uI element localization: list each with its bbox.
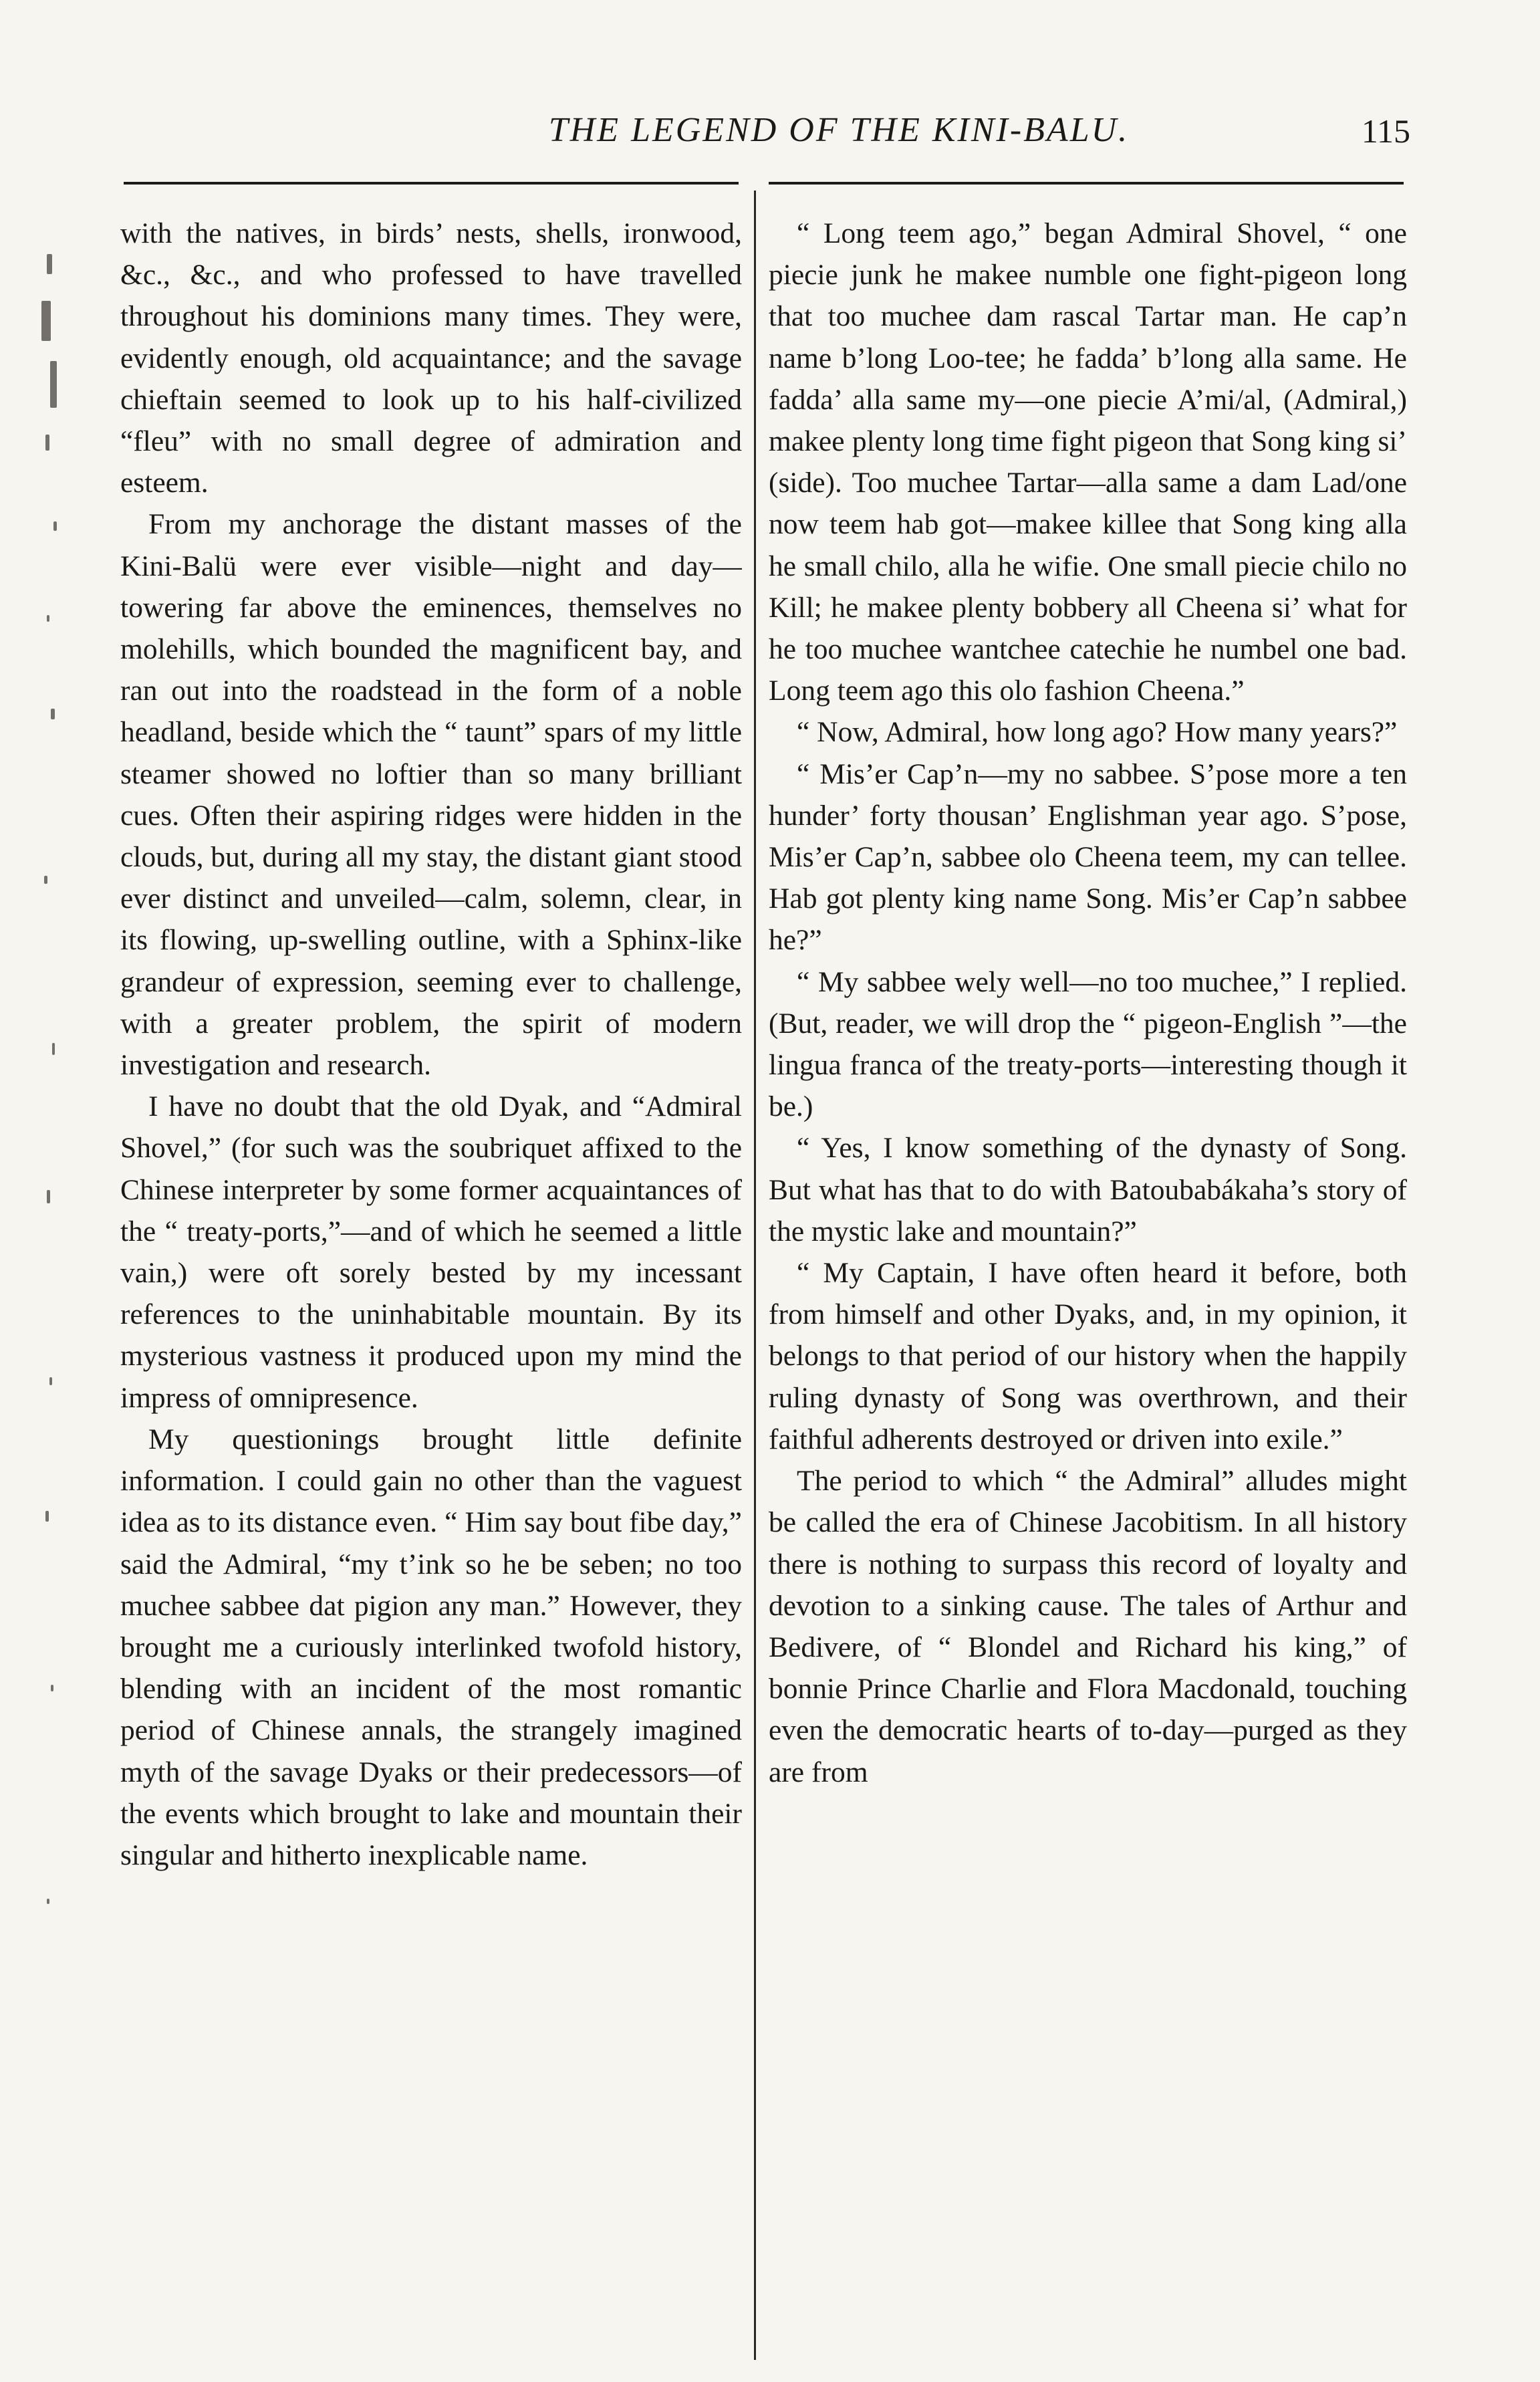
right-column (769, 213, 1407, 2359)
margin-print-specks (27, 241, 74, 2179)
left-paragraph-4: My questionings brought little definite information. I could gain no other than the vaguest idea as to its distance even. “ Him say bout fibe day,” said the Admiral, “my t’ink so he be seben; no too muchee sabbee dat pigion any man.” However, they brought me a curiously interlinked twofold history, blending with an incident of the most romantic period of Chinese annals, the strangely imagined myth of the savage Dyaks or their predecessors—of the events which brought to lake and mountain their singular and hitherto inexplicable name. (120, 1423, 742, 1871)
header-rule-left (124, 182, 739, 185)
right-paragraph-1: “ Long teem ago,” began Admiral Shovel, “ one piecie junk he makee numble one fight-pigeon long that too muchee dam rascal Tartar man. He cap’n name b’long Loo-tee; he fadda’ b’long alla same. He fadda’ alla same my—one piecie A’mi/al, (Admiral,) makee plenty long time fight pigeon that Song king si’ (side). Too muchee Tartar—alla same a dam Lad/one now teem hab got—makee killee that Song king alla he small chilo, alla he wifie. One small piecie chilo no Kill; he makee plenty bobbery all Cheena si’ what for he too muchee wantchee catechie he numbel one bad. Long teem ago this olo fashion Cheena.” (769, 217, 1407, 707)
left-paragraph-2: From my anchorage the distant masses of the Kini-Balü were ever visible—night and day—towering far above the eminences, themselves no molehills, which bounded the magnificent bay, and ran out into the roadstead in the form of a noble headland, beside which the “ taunt” spars of my little steamer showed no loftier than so many brilliant cues. Often their aspiring ridges were hidden in the clouds, but, during all my stay, the distant giant stood ever distinct and unveiled—calm, solemn, clear, in its flowing, up-swelling outline, with a Sphinx-like grandeur of expression, seeming ever to challenge, with a greater problem, the spirit of modern investigation and research. (120, 508, 742, 1082)
running-title: THE LEGEND OF THE KINI-BALU. (548, 111, 1130, 149)
page-number: 115 (1361, 112, 1410, 150)
left-column (120, 213, 742, 2359)
right-paragraph-2: “ Now, Admiral, how long ago? How many years?” (797, 716, 1398, 749)
running-head (120, 110, 1410, 164)
right-paragraph-7: The period to which “ the Admiral” alludes might be called the era of Chinese Jacobitism. In all history there is nothing to surpass this record of loyalty and devotion to a sinking cause. The tales of Arthur and Bedivere, of “ Blondel and Richard his king,” of bonnie Prince Charlie and Flora Macdonald, touching even the democratic hearts of to-day—purged as they are from (769, 1465, 1407, 1788)
header-rule-right (769, 182, 1404, 185)
column-divider (754, 191, 756, 2360)
right-paragraph-6: “ My Captain, I have often heard it before, both from himself and other Dyaks, and, in my opinion, it belongs to that period of our history when the happily ruling dynasty of Song was overthrown, and their faithful adherents destroyed or driven into exile.” (769, 1257, 1407, 1455)
right-paragraph-3: “ Mis’er Cap’n—my no sabbee. S’pose more a ten hunder’ forty thousan’ Englishman year ago. S’pose, Mis’er Cap’n, sabbee olo Cheena teem, my can tellee. Hab got plenty king name Song. Mis’er Cap’n sabbee he?” (769, 757, 1407, 957)
right-paragraph-4: “ My sabbee wely well—no too muchee,” I replied. (But, reader, we will drop the “ pigeon-English ”—the lingua franca of the treaty-ports—interesting though it be.) (769, 965, 1407, 1123)
left-paragraph-3: I have no doubt that the old Dyak, and “Admiral Shovel,” (for such was the soubriquet affixed to the Chinese interpreter by some former acquaintances of the “ treaty-ports,”—and of which he seemed a little vain,) were oft sorely bested by my incessant references to the uninhabitable mountain. By its mysterious vastness it produced upon my mind the impress of omnipresence. (120, 1090, 742, 1414)
right-paragraph-5: “ Yes, I know something of the dynasty of Song. But what has that to do with Batoubabákaha’s story of the mystic lake and mountain?” (769, 1132, 1407, 1247)
left-paragraph-1: with the natives, in birds’ nests, shells, ironwood, &c., &c., and who professed to have travelled throughout his dominions many times. They were, evidently enough, old acquaintance; and the savage chieftain seemed to look up to his half-civilized “fleu” with no small degree of admiration and esteem. (120, 217, 742, 499)
